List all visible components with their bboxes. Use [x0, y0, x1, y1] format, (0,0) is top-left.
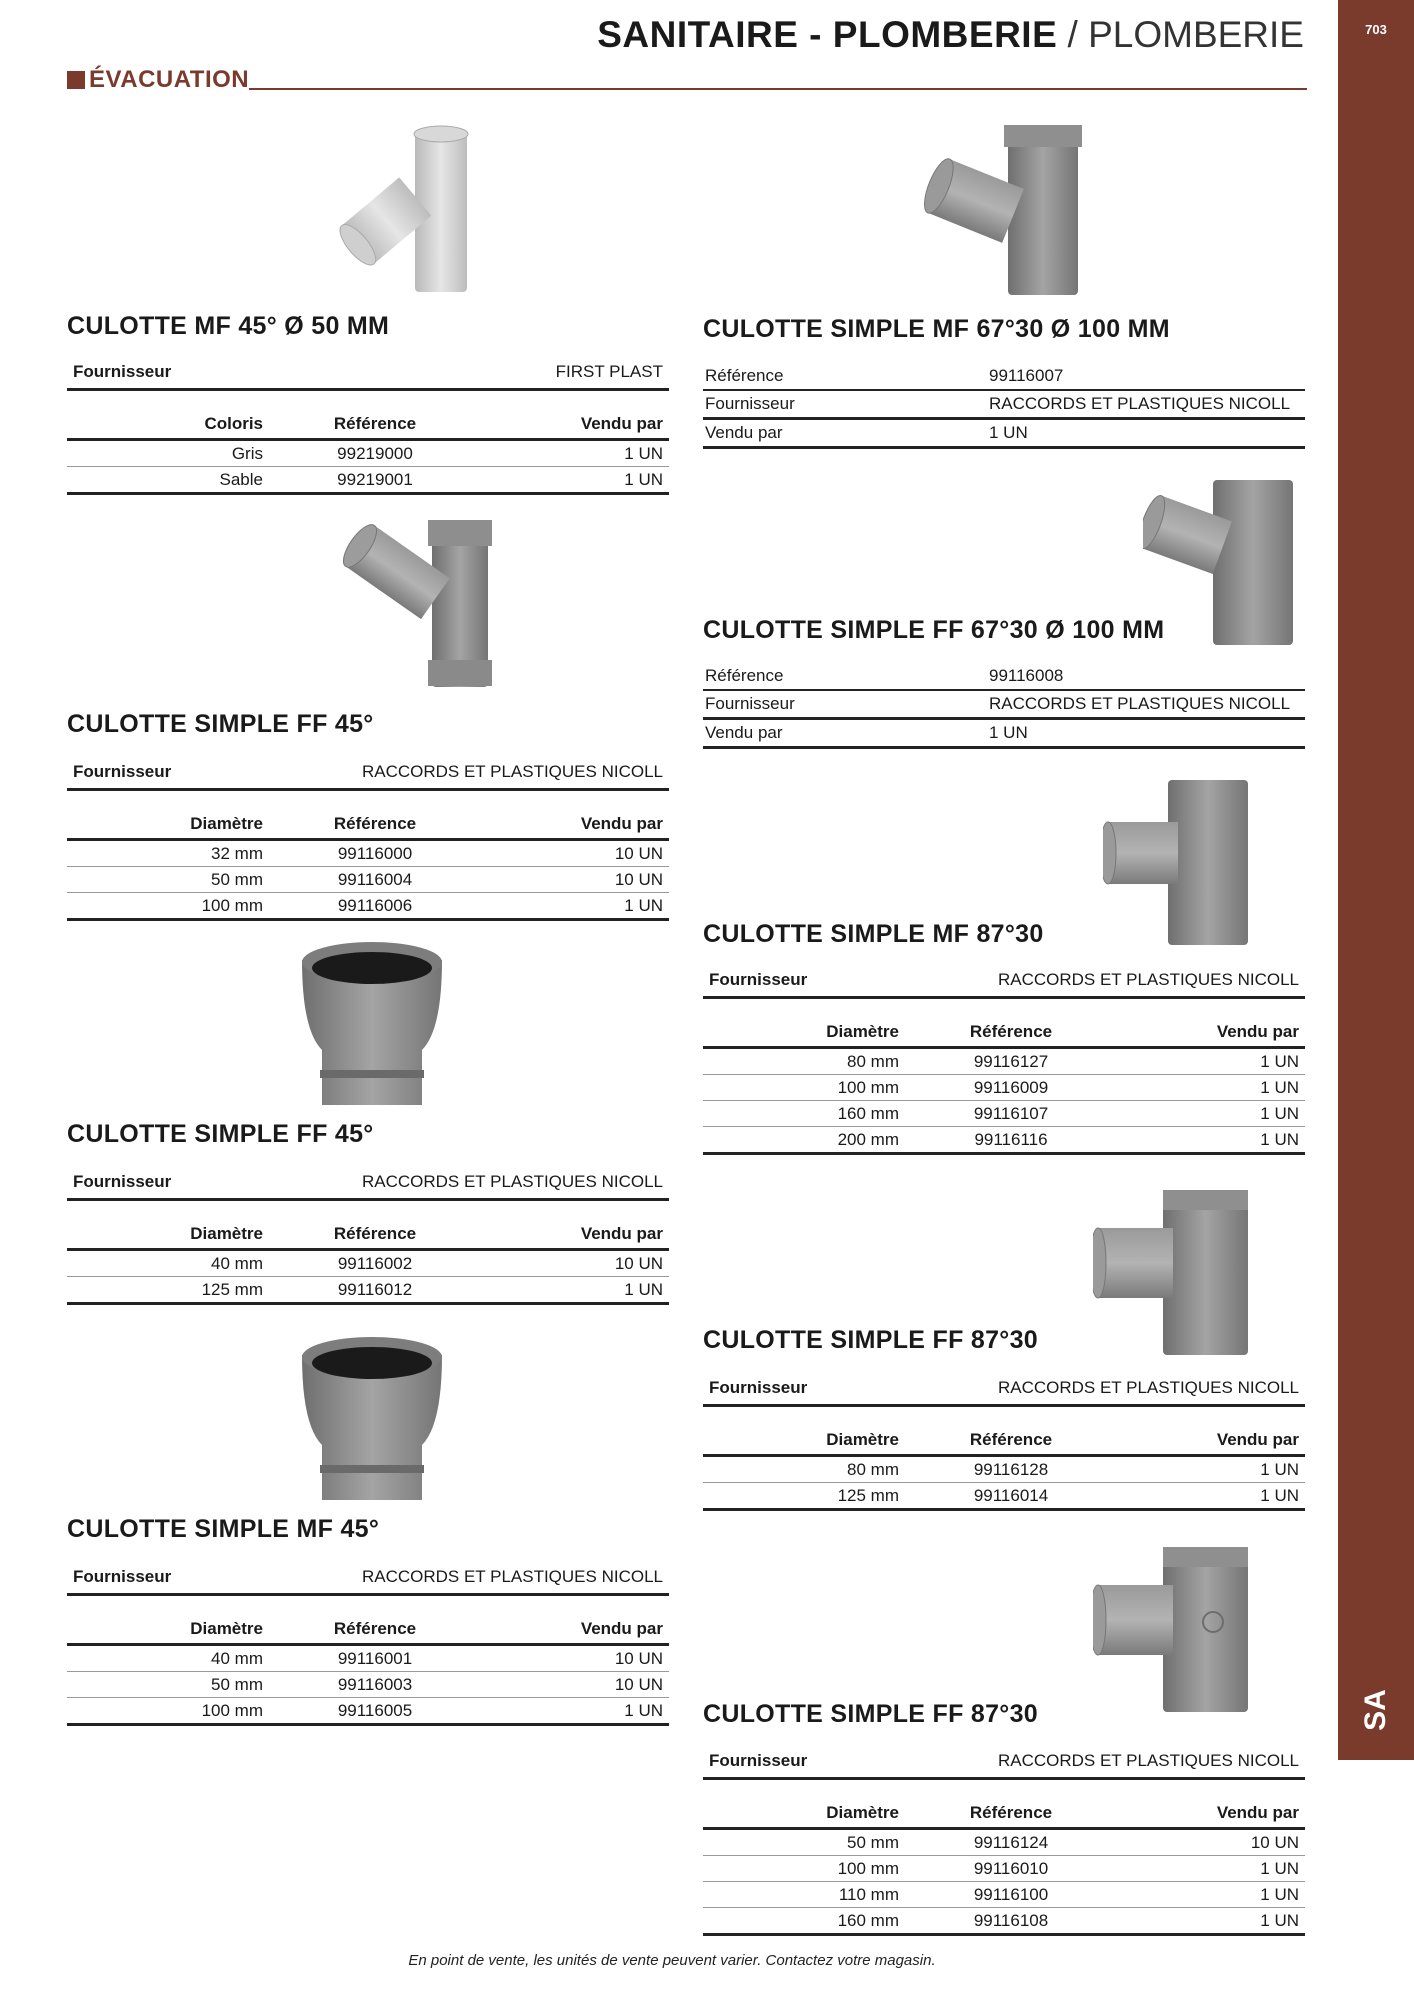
info-value: RACCORDS ET PLASTIQUES NICOLL — [987, 390, 1305, 419]
supplier-value: RACCORDS ET PLASTIQUES NICOLL — [997, 1378, 1299, 1397]
page-title-separator: / — [1057, 14, 1089, 55]
cell: 1 UN — [1117, 1908, 1305, 1935]
cell: 1 UN — [1117, 1483, 1305, 1510]
spec-table — [67, 810, 669, 921]
col-header: Diamètre — [67, 1615, 269, 1645]
cell: 99116009 — [905, 1075, 1117, 1101]
supplier-label: Fournisseur — [709, 1378, 808, 1397]
supplier-label: Fournisseur — [73, 762, 172, 781]
cell: 50 mm — [67, 1672, 269, 1698]
cell: 80 mm — [703, 1048, 905, 1075]
cell: 10 UN — [481, 840, 669, 867]
info-label: Fournisseur — [703, 690, 987, 719]
supplier-label: Fournisseur — [709, 970, 808, 989]
cell: 1 UN — [481, 1698, 669, 1725]
side-tab-bar — [1338, 0, 1414, 1760]
info-label: Référence — [703, 363, 987, 390]
section-square-icon — [67, 71, 85, 89]
col-header: Référence — [905, 1018, 1117, 1048]
cell: 1 UN — [481, 467, 669, 494]
col-header: Vendu par — [481, 810, 669, 840]
cell: 1 UN — [1117, 1048, 1305, 1075]
product-title: CULOTTE SIMPLE MF 45° — [67, 1515, 380, 1543]
supplier-label: Fournisseur — [709, 1751, 808, 1770]
table-row — [703, 1882, 1305, 1908]
cell: 99116116 — [905, 1127, 1117, 1154]
cell: 100 mm — [703, 1075, 905, 1101]
product-title: CULOTTE SIMPLE FF 87°30 — [703, 1700, 1039, 1728]
cell: 125 mm — [703, 1483, 905, 1510]
col-header: Référence — [269, 410, 481, 440]
page-title-main: SANITAIRE - PLOMBERIE — [597, 14, 1058, 55]
supplier-row — [703, 1745, 1305, 1780]
table-header-row — [67, 1220, 669, 1250]
col-header: Vendu par — [1117, 1799, 1305, 1829]
col-header: Vendu par — [1117, 1018, 1305, 1048]
cell: 10 UN — [481, 1672, 669, 1698]
cell: Gris — [67, 440, 269, 467]
table-row — [67, 1672, 669, 1698]
col-header: Diamètre — [703, 1426, 905, 1456]
supplier-label: Fournisseur — [73, 1172, 172, 1191]
table-header-row — [67, 1615, 669, 1645]
info-value: 1 UN — [987, 419, 1305, 448]
col-header: Coloris — [67, 410, 269, 440]
info-value: RACCORDS ET PLASTIQUES NICOLL — [987, 690, 1305, 719]
branch-fitting-icon — [1143, 480, 1303, 645]
branch-fitting-icon — [918, 125, 1118, 300]
col-header: Référence — [905, 1799, 1117, 1829]
supplier-row — [67, 756, 669, 791]
col-header: Référence — [269, 1615, 481, 1645]
supplier-value: RACCORDS ET PLASTIQUES NICOLL — [997, 970, 1299, 989]
table-header-row — [67, 810, 669, 840]
cell: 160 mm — [703, 1908, 905, 1935]
supplier-row — [67, 356, 669, 391]
col-header: Diamètre — [67, 1220, 269, 1250]
supplier-value: FIRST PLAST — [555, 362, 663, 381]
cell: 99219001 — [269, 467, 481, 494]
footnote: En point de vente, les unités de vente peuvent varier. Contactez votre magasin. — [408, 1952, 936, 1969]
table-row — [67, 840, 669, 867]
section-rule — [249, 88, 1307, 90]
table-row — [67, 1698, 669, 1725]
cell: 1 UN — [481, 893, 669, 920]
cell: 99116014 — [905, 1483, 1117, 1510]
info-row — [703, 663, 1305, 690]
info-label: Vendu par — [703, 719, 987, 748]
section-code-tab — [1352, 1680, 1400, 1740]
cell: 99116100 — [905, 1882, 1117, 1908]
supplier-value: RACCORDS ET PLASTIQUES NICOLL — [361, 1567, 663, 1586]
cell: 100 mm — [67, 893, 269, 920]
table-row — [703, 1908, 1305, 1935]
cell: 99116003 — [269, 1672, 481, 1698]
tee-fitting-icon — [1093, 1547, 1263, 1717]
cell: 99116107 — [905, 1101, 1117, 1127]
page-title — [597, 14, 1304, 56]
table-header-row — [703, 1799, 1305, 1829]
col-header: Diamètre — [703, 1018, 905, 1048]
table-row — [67, 893, 669, 920]
section-header — [67, 66, 1307, 94]
page-number: 703 — [1365, 22, 1387, 37]
cell: 99116000 — [269, 840, 481, 867]
supplier-value: RACCORDS ET PLASTIQUES NICOLL — [361, 762, 663, 781]
cell: 10 UN — [481, 867, 669, 893]
product-title: CULOTTE SIMPLE FF 67°30 Ø 100 MM — [703, 616, 1165, 644]
y-branch-fitting-icon — [282, 520, 522, 690]
info-value: 1 UN — [987, 719, 1305, 748]
tee-fitting-icon — [1093, 1190, 1263, 1360]
cell: 99116005 — [269, 1698, 481, 1725]
info-label: Référence — [703, 663, 987, 690]
section-label: ÉVACUATION — [89, 66, 250, 93]
cell: 100 mm — [703, 1856, 905, 1882]
supplier-row — [703, 1372, 1305, 1407]
product-title: CULOTTE SIMPLE MF 67°30 Ø 100 MM — [703, 315, 1170, 343]
info-row — [703, 390, 1305, 419]
spec-table — [703, 1018, 1305, 1155]
info-value: 99116008 — [987, 663, 1305, 690]
spec-table — [703, 1426, 1305, 1511]
spec-table — [703, 1799, 1305, 1936]
table-row — [67, 1645, 669, 1672]
table-row — [703, 1127, 1305, 1154]
cell: 10 UN — [1117, 1829, 1305, 1856]
col-header: Référence — [269, 1220, 481, 1250]
col-header: Vendu par — [481, 1615, 669, 1645]
info-label: Vendu par — [703, 419, 987, 448]
cell: 125 mm — [67, 1277, 269, 1304]
cell: 80 mm — [703, 1456, 905, 1483]
cell: 10 UN — [481, 1250, 669, 1277]
table-row — [703, 1075, 1305, 1101]
cell: 40 mm — [67, 1250, 269, 1277]
supplier-row — [67, 1166, 669, 1201]
cell: 1 UN — [1117, 1882, 1305, 1908]
cell: 50 mm — [67, 867, 269, 893]
cell: 160 mm — [703, 1101, 905, 1127]
col-header: Référence — [269, 810, 481, 840]
col-header: Vendu par — [1117, 1426, 1305, 1456]
tee-fitting-icon — [1103, 780, 1263, 950]
table-row — [67, 1277, 669, 1304]
cell: 99219000 — [269, 440, 481, 467]
col-header: Référence — [905, 1426, 1117, 1456]
info-row — [703, 690, 1305, 719]
table-row — [67, 440, 669, 467]
section-code: SA — [1359, 1689, 1392, 1731]
info-table — [703, 663, 1305, 749]
info-row — [703, 719, 1305, 748]
cell: 1 UN — [1117, 1075, 1305, 1101]
cell: 99116001 — [269, 1645, 481, 1672]
product-title: CULOTTE SIMPLE FF 87°30 — [703, 1326, 1039, 1354]
product-title: CULOTTE MF 45° Ø 50 MM — [67, 312, 390, 340]
table-row — [67, 467, 669, 494]
cell: 99116004 — [269, 867, 481, 893]
supplier-label: Fournisseur — [73, 1567, 172, 1586]
page-title-sub: PLOMBERIE — [1088, 14, 1304, 55]
cell: 99116012 — [269, 1277, 481, 1304]
table-row — [67, 1250, 669, 1277]
info-value: 99116007 — [987, 363, 1305, 390]
table-header-row — [703, 1018, 1305, 1048]
cell: 1 UN — [481, 1277, 669, 1304]
cell: 99116108 — [905, 1908, 1117, 1935]
cell: 1 UN — [481, 440, 669, 467]
cell: 32 mm — [67, 840, 269, 867]
info-row — [703, 419, 1305, 448]
cell: 40 mm — [67, 1645, 269, 1672]
spec-table — [67, 1220, 669, 1305]
cell: 1 UN — [1117, 1856, 1305, 1882]
product-title: CULOTTE SIMPLE FF 45° — [67, 1120, 374, 1148]
table-row — [67, 867, 669, 893]
cell: 99116002 — [269, 1250, 481, 1277]
y-branch-fitting-icon — [307, 120, 507, 295]
cell: 99116010 — [905, 1856, 1117, 1882]
cell: 100 mm — [67, 1698, 269, 1725]
cell: 50 mm — [703, 1829, 905, 1856]
cell: 1 UN — [1117, 1101, 1305, 1127]
supplier-label: Fournisseur — [73, 362, 172, 381]
col-header: Diamètre — [67, 810, 269, 840]
supplier-value: RACCORDS ET PLASTIQUES NICOLL — [997, 1751, 1299, 1770]
spec-table — [67, 410, 669, 495]
table-row — [703, 1856, 1305, 1882]
cell: 200 mm — [703, 1127, 905, 1154]
supplier-value: RACCORDS ET PLASTIQUES NICOLL — [361, 1172, 663, 1191]
table-row — [703, 1483, 1305, 1510]
cell: 99116128 — [905, 1456, 1117, 1483]
supplier-row — [67, 1561, 669, 1596]
spec-table — [67, 1615, 669, 1726]
col-header: Diamètre — [703, 1799, 905, 1829]
info-label: Fournisseur — [703, 390, 987, 419]
table-row — [703, 1829, 1305, 1856]
product-title: CULOTTE SIMPLE MF 87°30 — [703, 920, 1044, 948]
cell: 10 UN — [481, 1645, 669, 1672]
info-table — [703, 363, 1305, 449]
table-row — [703, 1456, 1305, 1483]
cell: 1 UN — [1117, 1456, 1305, 1483]
cell: 99116124 — [905, 1829, 1117, 1856]
table-row — [703, 1101, 1305, 1127]
table-row — [703, 1048, 1305, 1075]
cell: 99116006 — [269, 893, 481, 920]
cell: 110 mm — [703, 1882, 905, 1908]
cell: 99116127 — [905, 1048, 1117, 1075]
col-header: Vendu par — [481, 1220, 669, 1250]
reducer-fitting-icon — [292, 940, 452, 1110]
reducer-fitting-icon — [292, 1335, 452, 1505]
cell: Sable — [67, 467, 269, 494]
table-header-row — [67, 410, 669, 440]
info-row — [703, 363, 1305, 390]
cell: 1 UN — [1117, 1127, 1305, 1154]
product-title: CULOTTE SIMPLE FF 45° — [67, 710, 374, 738]
col-header: Vendu par — [481, 410, 669, 440]
table-header-row — [703, 1426, 1305, 1456]
supplier-row — [703, 964, 1305, 999]
